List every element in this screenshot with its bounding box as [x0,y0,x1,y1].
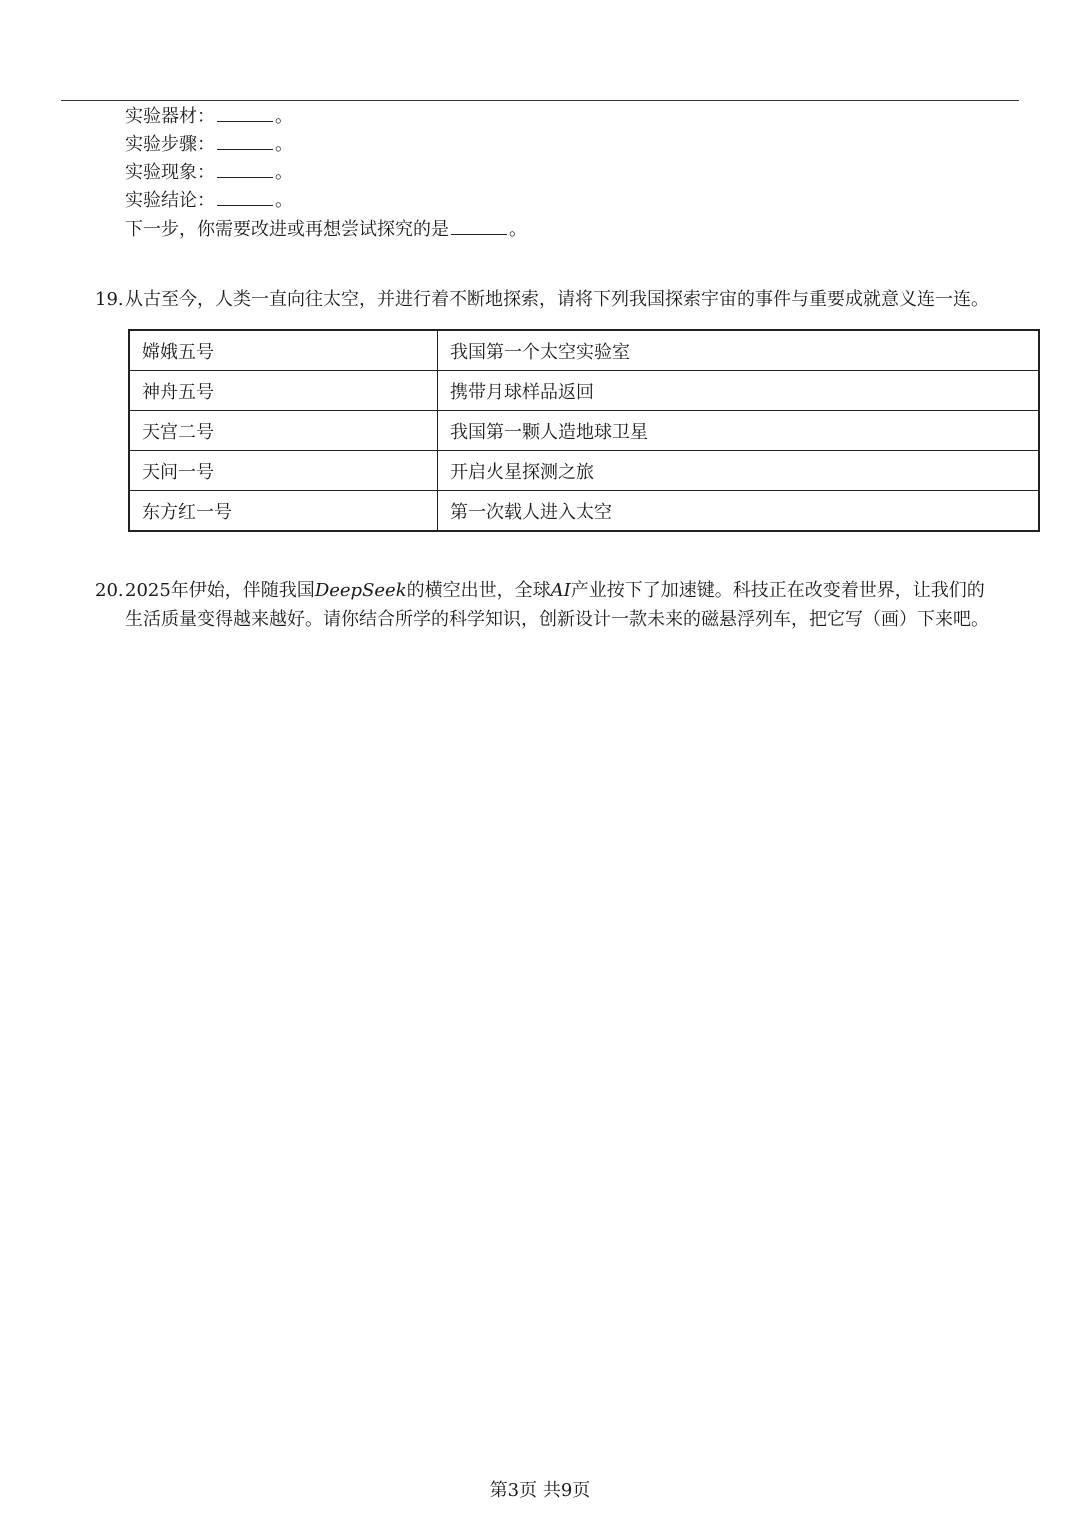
experiment-steps-line [125,132,293,158]
experiment-steps-label: 实验步骤： [125,134,215,155]
table-row [129,371,1039,411]
q20-text-c: 产业按下了加速键。科技正在改变着世界，让我们的 [570,580,985,601]
achievement-cell[interactable]: 我国第一颗人造地球卫星 [438,411,1040,451]
event-cell[interactable]: 天问一号 [129,451,438,491]
experiment-phenomenon-label: 实验现象： [125,162,215,183]
period: 。 [275,134,293,155]
event-cell[interactable]: 神舟五号 [129,371,438,411]
page-number: 第3页 共9页 [489,1480,591,1501]
next-step-label: 下一步，你需要改进或再想尝试探究的是 [125,219,449,240]
answer-blank[interactable] [451,218,507,235]
event-cell[interactable]: 东方红一号 [129,491,438,532]
q20-text-a: 2025年伊始，伴随我国 [125,580,315,601]
table-row [129,330,1039,371]
header-divider [61,100,1019,101]
q20-text-b: 的横空出世，全球 [406,580,551,601]
answer-blank[interactable] [217,189,273,206]
question-20-line-1 [125,576,985,605]
next-step-line [125,217,527,243]
experiment-conclusion-line [125,188,293,214]
ai-term: AI [550,580,571,601]
matching-table [128,329,1040,532]
period: 。 [275,190,293,211]
table-row [129,411,1039,451]
achievement-cell[interactable]: 我国第一个太空实验室 [438,330,1040,371]
table-row [129,451,1039,491]
answer-blank[interactable] [217,133,273,150]
answer-blank[interactable] [217,161,273,178]
answer-blank[interactable] [217,105,273,122]
question-20-number: 20. [95,580,124,601]
question-20-line-2: 生活质量变得越来越好。请你结合所学的科学知识，创新设计一款未来的磁悬浮列车，把它写（画）下来吧。 [125,609,989,630]
experiment-conclusion-label: 实验结论： [125,190,215,211]
period: 。 [509,219,527,240]
event-cell[interactable]: 天宫二号 [129,411,438,451]
experiment-materials-line [125,104,293,130]
period: 。 [275,162,293,183]
achievement-cell[interactable]: 开启火星探测之旅 [438,451,1040,491]
achievement-cell[interactable]: 携带月球样品返回 [438,371,1040,411]
experiment-phenomenon-line [125,160,293,186]
question-19-number: 19. [95,289,124,310]
period: 。 [275,106,293,127]
event-cell[interactable]: 嫦娥五号 [129,330,438,371]
deepseek-term: DeepSeek [314,580,407,601]
table-row [129,491,1039,532]
achievement-cell[interactable]: 第一次载人进入太空 [438,491,1040,532]
experiment-materials-label: 实验器材： [125,106,215,127]
question-19-prompt: 从古至今，人类一直向往太空，并进行着不断地探索，请将下列我国探索宇宙的事件与重要成就意义连一连。 [125,289,989,310]
